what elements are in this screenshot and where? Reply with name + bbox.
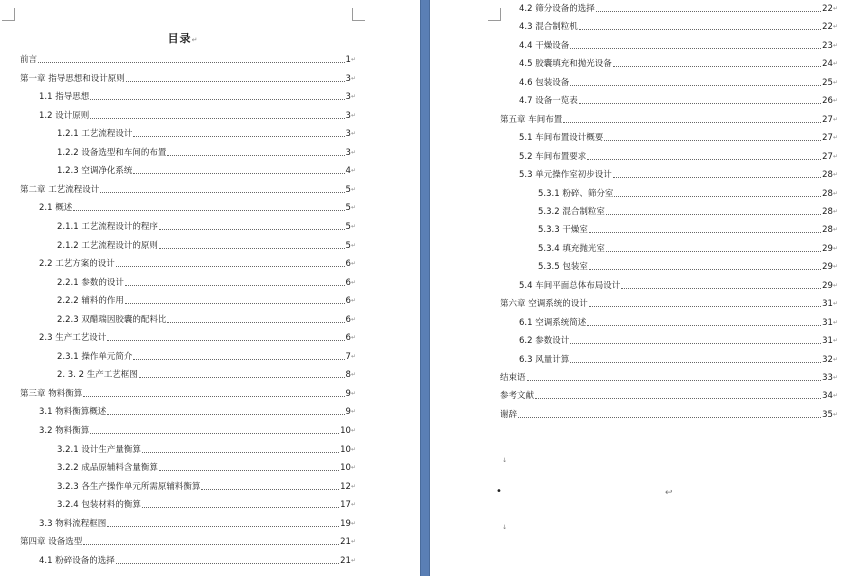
toc-page-number: 27 bbox=[822, 151, 833, 162]
paragraph-mark-icon: ↵ bbox=[832, 337, 838, 345]
paragraph-mark-icon: ↓ bbox=[502, 457, 508, 464]
paragraph-mark-icon: ↵ bbox=[350, 501, 356, 509]
toc-entry[interactable] bbox=[519, 74, 838, 88]
dot-leader bbox=[107, 413, 344, 415]
paragraph-mark-icon: ↵ bbox=[832, 207, 838, 215]
dot-leader bbox=[613, 176, 821, 178]
toc-page-number: 6 bbox=[345, 314, 351, 325]
dot-leader bbox=[107, 525, 339, 527]
toc-page-number: 28 bbox=[822, 225, 833, 236]
toc-page-number: 5 bbox=[345, 184, 351, 195]
dot-leader bbox=[167, 154, 344, 156]
dot-leader bbox=[100, 191, 344, 193]
return-mark-icon: ↩ bbox=[665, 488, 673, 498]
toc-page-number: 10 bbox=[340, 426, 351, 436]
dot-leader bbox=[133, 172, 344, 174]
toc-title-text: 目录 bbox=[167, 32, 192, 45]
paragraph-mark-icon: ↵ bbox=[832, 134, 838, 142]
toc-entry[interactable] bbox=[57, 496, 356, 510]
toc-entry-label: 5.3.5 包装室 bbox=[538, 262, 588, 273]
toc-entry-label: 5.3.1 粉碎、筛分室 bbox=[538, 188, 614, 199]
paragraph-mark-icon: ↵ bbox=[832, 189, 838, 197]
toc-entry-label: 第三章 物料衡算 bbox=[20, 388, 83, 399]
toc-entry[interactable] bbox=[519, 92, 838, 106]
paragraph-mark-icon: ↵ bbox=[350, 297, 356, 305]
toc-page-number: 8 bbox=[345, 370, 351, 381]
paragraph-mark-icon: ↵ bbox=[832, 392, 838, 400]
paragraph-mark-icon: ↓ bbox=[502, 524, 508, 531]
toc-entry[interactable] bbox=[519, 332, 838, 346]
toc-page-number: 32 bbox=[822, 354, 833, 365]
paragraph-mark-icon: ↵ bbox=[832, 115, 838, 123]
toc-entry-label: 2.3.1 操作单元简介 bbox=[57, 351, 133, 362]
toc-entry-label: 2.1.1 工艺流程设计的程序 bbox=[57, 221, 158, 232]
toc-entry[interactable] bbox=[500, 369, 838, 383]
toc-entry[interactable] bbox=[57, 144, 356, 158]
dot-leader bbox=[167, 321, 344, 323]
toc-page-number: 1 bbox=[345, 55, 351, 65]
toc-page-number: 34 bbox=[822, 391, 833, 402]
toc-entry-label: 1.2.1 工艺流程设计 bbox=[57, 129, 133, 140]
toc-entry[interactable] bbox=[39, 107, 356, 121]
toc-entry[interactable] bbox=[57, 162, 356, 176]
toc-entry-label: 3.2.1 设计生产量衡算 bbox=[57, 444, 141, 455]
toc-page-number: 10 bbox=[340, 444, 351, 455]
paragraph-mark-icon: ↵ bbox=[350, 185, 356, 193]
dot-leader bbox=[107, 339, 344, 341]
toc-page-number: 25 bbox=[822, 77, 833, 88]
toc-entry-label: 6.2 参数设计 bbox=[519, 336, 570, 347]
page-corner-mark bbox=[352, 8, 365, 21]
paragraph-mark-icon: ↵ bbox=[350, 130, 356, 138]
toc-entry[interactable] bbox=[20, 70, 356, 84]
toc-page-number: 23 bbox=[822, 40, 833, 51]
paragraph-mark-icon: ↵ bbox=[350, 556, 356, 564]
dot-leader bbox=[133, 135, 344, 137]
toc-entry-label: 4.4 干燥设备 bbox=[519, 40, 570, 51]
toc-page-number: 10 bbox=[340, 463, 351, 474]
paragraph-mark-icon: ↵ bbox=[350, 482, 356, 490]
dot-leader bbox=[73, 209, 344, 211]
dot-leader bbox=[589, 305, 821, 307]
toc-entry[interactable] bbox=[500, 406, 838, 420]
page-gutter bbox=[420, 0, 430, 576]
paragraph-mark-icon: ↵ bbox=[350, 260, 356, 268]
toc-entry[interactable] bbox=[500, 295, 838, 309]
paragraph-mark-icon: ↵ bbox=[832, 152, 838, 160]
dot-leader bbox=[604, 139, 821, 141]
toc-page-number: 3 bbox=[345, 147, 351, 158]
toc-entry-label: 5.3 单元操作室初步设计 bbox=[519, 170, 612, 181]
dot-leader bbox=[125, 302, 345, 304]
paragraph-mark-icon: ↵ bbox=[350, 278, 356, 286]
toc-entry[interactable] bbox=[519, 18, 838, 32]
paragraph-mark-icon: ↵ bbox=[350, 464, 356, 472]
paragraph-mark-icon: ↵ bbox=[350, 315, 356, 323]
toc-page-number: 21 bbox=[340, 537, 351, 548]
toc-entry-label: 3.2.2 成品原辅料含量衡算 bbox=[57, 463, 158, 474]
dot-leader bbox=[621, 287, 821, 289]
toc-entry-label: 第二章 工艺流程设计 bbox=[20, 184, 100, 195]
toc-page-number: 28 bbox=[822, 188, 833, 199]
toc-page-number: 21 bbox=[340, 555, 351, 566]
toc-entry[interactable] bbox=[39, 422, 356, 436]
toc-page-number: 3 bbox=[345, 110, 351, 121]
toc-entry[interactable] bbox=[519, 37, 838, 51]
toc-page-number: 9 bbox=[345, 388, 351, 399]
toc-entry[interactable] bbox=[500, 111, 838, 125]
toc-entry[interactable] bbox=[57, 274, 356, 288]
toc-page-number: 6 bbox=[345, 259, 351, 270]
toc-entry-label: 1.2.3 空调净化系统 bbox=[57, 166, 133, 177]
dot-leader bbox=[142, 451, 339, 453]
paragraph-mark-icon: ↵ bbox=[191, 36, 199, 44]
toc-page-number: 26 bbox=[822, 96, 833, 107]
toc-entry[interactable] bbox=[519, 351, 838, 365]
dot-leader bbox=[90, 98, 344, 100]
toc-page-number: 19 bbox=[340, 518, 351, 529]
toc-entry-label: 4.2 筛分设备的选择 bbox=[519, 4, 595, 14]
toc-entry-label: 结束语 bbox=[500, 373, 526, 383]
paragraph-mark-icon: ↵ bbox=[832, 23, 838, 31]
paragraph-mark-icon: ↵ bbox=[350, 148, 356, 156]
paragraph-mark-icon: ↵ bbox=[350, 427, 356, 434]
toc-entry[interactable] bbox=[39, 88, 356, 102]
toc-entry[interactable] bbox=[500, 387, 838, 401]
toc-entry[interactable] bbox=[538, 203, 838, 217]
dot-leader bbox=[563, 121, 821, 123]
toc-entry[interactable] bbox=[519, 129, 838, 143]
paragraph-mark-icon: ↵ bbox=[350, 167, 356, 175]
dot-leader bbox=[159, 228, 345, 230]
paragraph-mark-icon: ↵ bbox=[832, 318, 838, 326]
toc-entry-label: 2. 3. 2 生产工艺框图 bbox=[57, 370, 138, 381]
toc-entry-label: 第五章 车间布置 bbox=[500, 114, 563, 125]
toc-entry-label: 5.1 车间布置设计概要 bbox=[519, 133, 604, 144]
toc-entry[interactable] bbox=[39, 199, 356, 213]
toc-page-number: 31 bbox=[822, 336, 833, 347]
paragraph-mark-icon: ↵ bbox=[350, 519, 356, 527]
toc-entry[interactable] bbox=[39, 515, 356, 529]
toc-entry[interactable] bbox=[519, 55, 838, 69]
toc-entry-label: 4.7 设备一览表 bbox=[519, 96, 578, 107]
toc-page-number: 31 bbox=[822, 317, 833, 328]
dot-leader bbox=[570, 342, 821, 344]
paragraph-mark-icon: ↵ bbox=[832, 5, 838, 12]
toc-entry[interactable] bbox=[57, 125, 356, 139]
toc-entry[interactable] bbox=[39, 255, 356, 269]
dot-leader bbox=[579, 102, 821, 104]
dot-leader bbox=[90, 117, 344, 119]
toc-entry-label: 2.1 概述 bbox=[39, 203, 73, 214]
toc-entry-label: 3.2 物料衡算 bbox=[39, 426, 90, 436]
paragraph-mark-icon: ↵ bbox=[832, 97, 838, 105]
paragraph-mark-icon: ↵ bbox=[350, 111, 356, 119]
paragraph-mark-icon: ↵ bbox=[350, 408, 356, 416]
paragraph-mark-icon: ↵ bbox=[350, 445, 356, 453]
toc-entry[interactable] bbox=[57, 292, 356, 306]
dot-leader bbox=[159, 469, 339, 471]
dot-leader bbox=[527, 379, 822, 381]
dot-leader bbox=[133, 358, 344, 360]
toc-page-number: 17 bbox=[340, 500, 351, 511]
toc-page-number: 28 bbox=[822, 170, 833, 181]
dot-leader bbox=[606, 213, 821, 215]
bullet-icon: • bbox=[496, 486, 502, 497]
toc-page-number: 6 bbox=[345, 296, 351, 307]
paragraph-mark-icon: ↵ bbox=[350, 538, 356, 546]
toc-entry-label: 第一章 指导思想和设计原则 bbox=[20, 73, 125, 84]
toc-entry[interactable] bbox=[39, 403, 356, 417]
toc-entry[interactable] bbox=[57, 311, 356, 325]
toc-entry-label: 4.1 粉碎设备的选择 bbox=[39, 555, 115, 566]
paragraph-mark-icon: ↵ bbox=[832, 226, 838, 234]
dot-leader bbox=[83, 395, 344, 397]
toc-entry[interactable] bbox=[538, 240, 838, 254]
paragraph-mark-icon: ↵ bbox=[350, 222, 356, 230]
toc-entry-label: 5.3.3 干燥室 bbox=[538, 225, 588, 236]
dot-leader bbox=[125, 284, 345, 286]
toc-entry-label: 4.5 胶囊填充和抛光设备 bbox=[519, 59, 612, 70]
toc-page-number: 4 bbox=[345, 166, 351, 177]
toc-entry[interactable] bbox=[20, 51, 356, 65]
paragraph-mark-icon: ↵ bbox=[832, 355, 838, 363]
paragraph-mark-icon: ↵ bbox=[832, 410, 838, 418]
paragraph-mark-icon: ↵ bbox=[832, 41, 838, 49]
toc-page-number: 5 bbox=[345, 203, 351, 214]
page-corner-mark bbox=[488, 8, 501, 21]
toc-entry[interactable] bbox=[20, 181, 356, 195]
dot-leader bbox=[535, 397, 821, 399]
toc-entry-label: 5.4 车间平面总体布局设计 bbox=[519, 280, 621, 291]
toc-entry-label: 2.2 工艺方案的设计 bbox=[39, 259, 115, 270]
toc-entry-label: 3.3 物料流程框图 bbox=[39, 518, 107, 529]
toc-page-number: 12 bbox=[340, 481, 351, 492]
paragraph-mark-icon: ↵ bbox=[832, 171, 838, 179]
page-corner-mark bbox=[2, 8, 15, 21]
toc-entry-label: 第四章 设备选型 bbox=[20, 537, 83, 548]
dot-leader bbox=[579, 28, 821, 30]
paragraph-mark-icon: ↵ bbox=[350, 371, 356, 379]
toc-page-number: 3 bbox=[345, 129, 351, 140]
toc-entry-label: 2.2.3 双醋瑞因胶囊的配料比 bbox=[57, 314, 167, 325]
toc-entry-label: 第六章 空调系统的设计 bbox=[500, 299, 588, 310]
dot-leader bbox=[518, 416, 821, 418]
toc-entry-label: 1.1 指导思想 bbox=[39, 92, 90, 103]
toc-page-number: 35 bbox=[822, 409, 833, 420]
toc-entry[interactable] bbox=[538, 185, 838, 199]
toc-entry[interactable] bbox=[39, 552, 356, 566]
toc-entry[interactable] bbox=[538, 221, 838, 235]
toc-page-number: 6 bbox=[345, 333, 351, 344]
dot-leader bbox=[90, 432, 339, 434]
toc-entry-label: 2.2.1 参数的设计 bbox=[57, 277, 124, 288]
toc-page-number: 27 bbox=[822, 114, 833, 125]
dot-leader bbox=[142, 506, 339, 508]
toc-page-number: 22 bbox=[822, 22, 833, 33]
toc-entry-label: 4.3 混合制粒机 bbox=[519, 22, 578, 33]
toc-entry-label: 4.6 包装设备 bbox=[519, 77, 570, 88]
toc-page-number: 22 bbox=[822, 4, 833, 14]
dot-leader bbox=[614, 195, 821, 197]
toc-entry-label: 1.2 设计原则 bbox=[39, 110, 90, 121]
dot-leader bbox=[159, 247, 345, 249]
dot-leader bbox=[83, 543, 339, 545]
dot-leader bbox=[589, 231, 821, 233]
toc-page-number: 24 bbox=[822, 59, 833, 70]
toc-entry[interactable] bbox=[57, 441, 356, 455]
paragraph-mark-icon: ↵ bbox=[350, 74, 356, 82]
toc-entry-label: 6.3 风量计算 bbox=[519, 354, 570, 365]
paragraph-mark-icon: ↵ bbox=[350, 241, 356, 249]
paragraph-mark-icon: ↵ bbox=[350, 93, 356, 101]
dot-leader bbox=[38, 61, 345, 63]
dot-leader bbox=[201, 488, 339, 490]
toc-entry[interactable] bbox=[519, 166, 838, 180]
toc-entry-label: 5.3.2 混合制粒室 bbox=[538, 206, 605, 217]
toc-page-number: 3 bbox=[345, 92, 351, 103]
paragraph-mark-icon: ↵ bbox=[832, 263, 838, 271]
toc-page-number: 7 bbox=[345, 351, 351, 362]
toc-entry[interactable] bbox=[39, 329, 356, 343]
toc-entry-label: 1.2.2 设备选型和车间的布置 bbox=[57, 147, 167, 158]
toc-page-number: 5 bbox=[345, 221, 351, 232]
document-page-right bbox=[430, 0, 850, 576]
dot-leader bbox=[139, 376, 345, 378]
paragraph-mark-icon: ↵ bbox=[832, 78, 838, 86]
paragraph-mark-icon: ↵ bbox=[832, 60, 838, 68]
toc-entry-label: 谢辞 bbox=[500, 409, 518, 420]
dot-leader bbox=[570, 84, 821, 86]
toc-title bbox=[0, 30, 366, 46]
toc-page-number: 27 bbox=[822, 133, 833, 144]
dot-leader bbox=[589, 268, 821, 270]
toc-entry-label: 3.2.4 包装材料的衡算 bbox=[57, 500, 141, 511]
toc-entry[interactable] bbox=[519, 148, 838, 162]
paragraph-mark-icon: ↵ bbox=[832, 300, 838, 308]
paragraph-mark-icon: ↵ bbox=[350, 56, 356, 63]
toc-entry-label: 5.3.4 填充抛光室 bbox=[538, 243, 605, 254]
paragraph-mark-icon: ↵ bbox=[832, 281, 838, 289]
dot-leader bbox=[596, 10, 821, 12]
dot-leader bbox=[570, 361, 821, 363]
toc-entry[interactable] bbox=[538, 258, 838, 272]
paragraph-mark-icon: ↵ bbox=[832, 244, 838, 252]
toc-entry-label: 2.1.2 工艺流程设计的原则 bbox=[57, 240, 158, 251]
dot-leader bbox=[613, 65, 821, 67]
toc-page-number: 5 bbox=[345, 240, 351, 251]
toc-entry-label: 5.2 车间布置要求 bbox=[519, 151, 587, 162]
dot-leader bbox=[570, 47, 821, 49]
dot-leader bbox=[116, 265, 345, 267]
toc-page-number: 29 bbox=[822, 243, 833, 254]
toc-entry-label: 2.3 生产工艺设计 bbox=[39, 333, 107, 344]
dot-leader bbox=[606, 250, 821, 252]
toc-entry[interactable] bbox=[57, 237, 356, 251]
toc-entry[interactable] bbox=[20, 533, 356, 547]
toc-page-number: 28 bbox=[822, 206, 833, 217]
paragraph-mark-icon: ↵ bbox=[832, 374, 838, 381]
dot-leader bbox=[116, 562, 339, 564]
toc-entry[interactable] bbox=[519, 314, 838, 328]
paragraph-mark-icon: ↵ bbox=[350, 334, 356, 342]
paragraph-mark-icon: ↵ bbox=[350, 352, 356, 360]
toc-page-number: 31 bbox=[822, 299, 833, 310]
toc-entry[interactable] bbox=[57, 459, 356, 473]
toc-entry[interactable] bbox=[57, 218, 356, 232]
paragraph-mark-icon: ↵ bbox=[350, 389, 356, 397]
document-page-left bbox=[0, 0, 420, 576]
toc-page-number: 29 bbox=[822, 280, 833, 291]
dot-leader bbox=[587, 324, 821, 326]
toc-entry-label: 3.2.3 各生产操作单元所需原辅料衡算 bbox=[57, 481, 201, 492]
toc-entry[interactable] bbox=[519, 277, 838, 291]
toc-page-number: 9 bbox=[345, 407, 351, 418]
toc-entry-label: 6.1 空调系统简述 bbox=[519, 317, 587, 328]
toc-entry[interactable] bbox=[20, 385, 356, 399]
toc-page-number: 33 bbox=[822, 373, 833, 383]
dot-leader bbox=[587, 158, 821, 160]
toc-entry-label: 前言 bbox=[20, 55, 38, 65]
toc-page-number: 3 bbox=[345, 73, 351, 84]
toc-page-number: 6 bbox=[345, 277, 351, 288]
dot-leader bbox=[126, 80, 345, 82]
toc-entry-label: 3.1 物料衡算概述 bbox=[39, 407, 107, 418]
toc-page-number: 29 bbox=[822, 262, 833, 273]
paragraph-mark-icon: ↵ bbox=[350, 204, 356, 212]
toc-entry-label: 2.2.2 辅料的作用 bbox=[57, 296, 124, 307]
toc-entry[interactable] bbox=[57, 478, 356, 492]
toc-entry[interactable] bbox=[57, 348, 356, 362]
toc-entry[interactable] bbox=[57, 366, 356, 380]
toc-entry-label: 参考文献 bbox=[500, 391, 535, 402]
toc-entry[interactable] bbox=[519, 0, 838, 14]
